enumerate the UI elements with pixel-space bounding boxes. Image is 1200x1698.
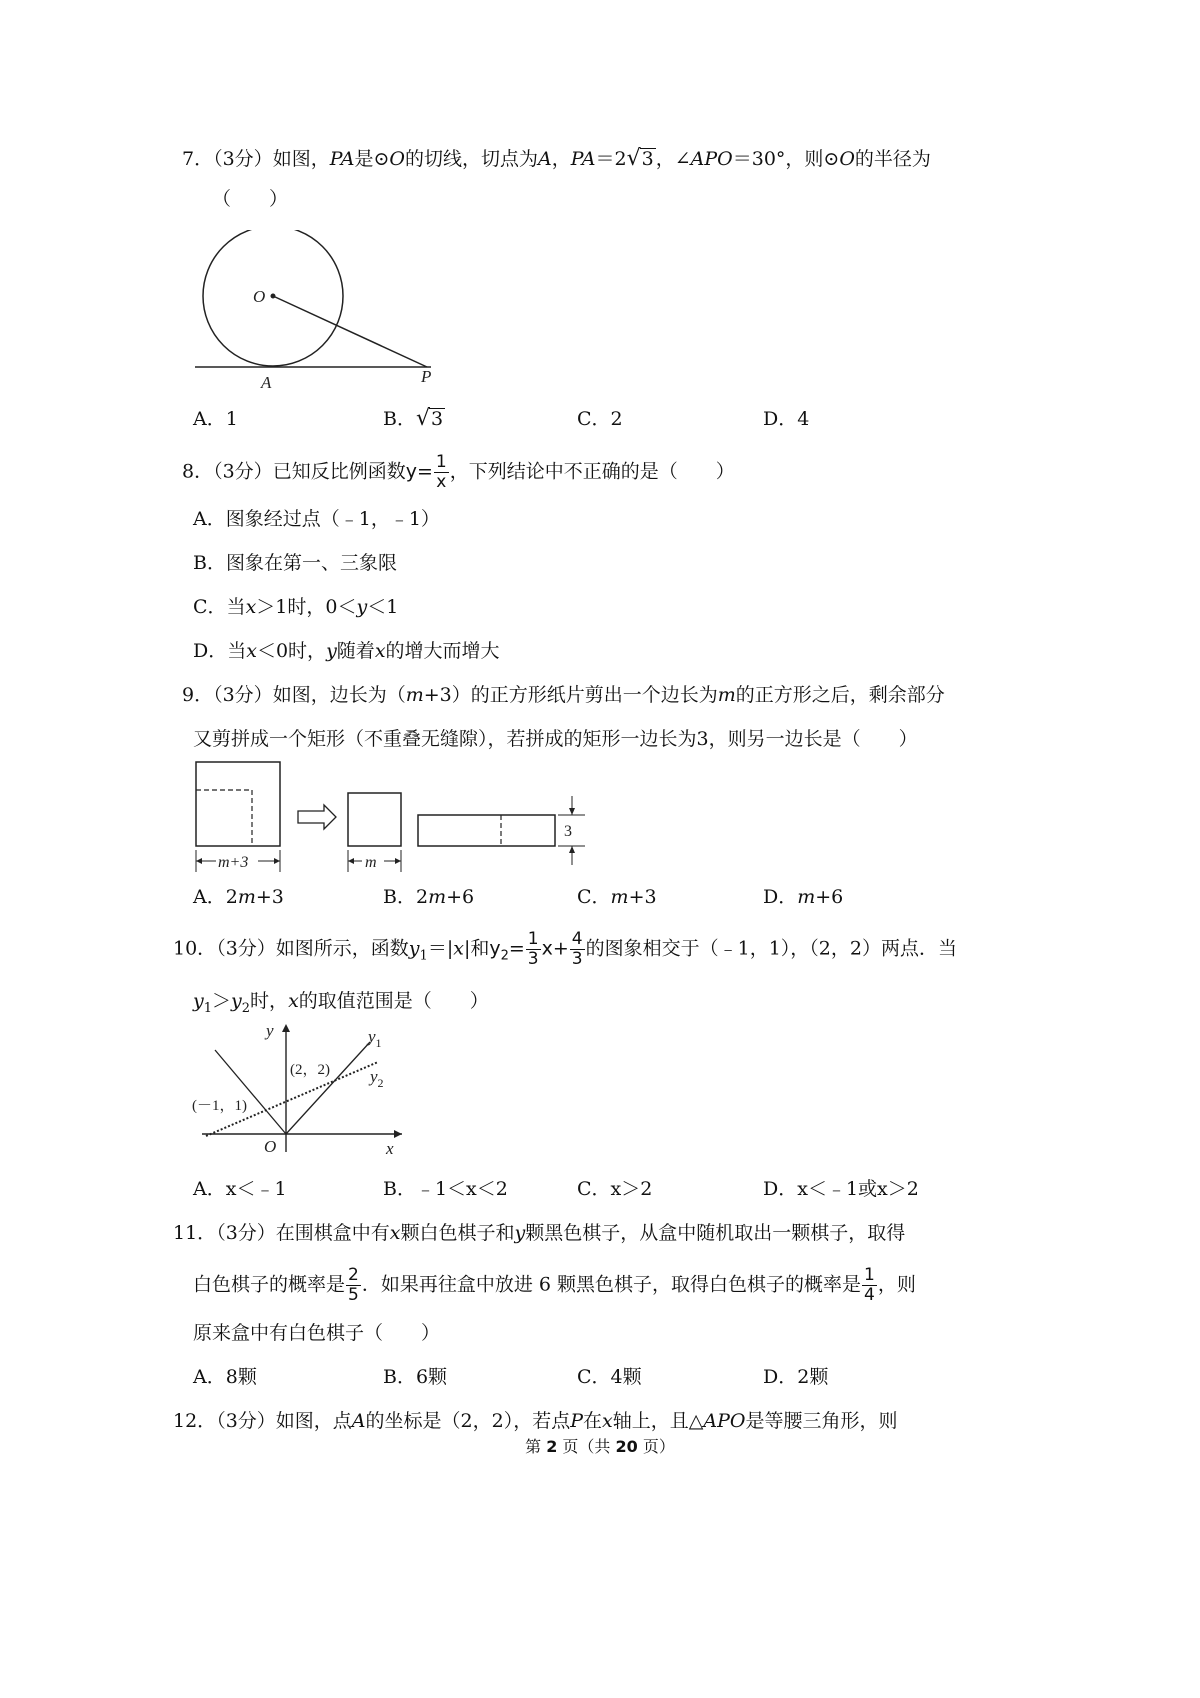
q7-option-c[interactable]: C．2 xyxy=(577,408,623,430)
q10-option-a[interactable]: A．x＜﹣1 xyxy=(193,1178,287,1200)
axis-label-x: x xyxy=(386,1139,394,1158)
label-m-plus-3: m+3 xyxy=(218,854,249,871)
x-axis-arrow xyxy=(394,1130,402,1138)
q10-line2: $y_1>y_2$时，x的取值范围是（ ） xyxy=(193,990,489,1016)
q11-option-b[interactable]: B．6颗 xyxy=(383,1366,448,1388)
label-p: P xyxy=(421,367,432,386)
label-o: O xyxy=(253,287,266,306)
point-label-2-2: (2，2) xyxy=(290,1062,330,1078)
fraction-4-3: $\frac{4}{3}$ xyxy=(571,929,583,969)
q9-option-a[interactable]: A．2m+3 xyxy=(193,886,284,908)
fraction-1-over-x: $\frac{1}{x}$ xyxy=(435,452,447,492)
q12-line1: 12．（3分）如图，点A的坐标是（2，2），若点P在x轴上，且△APO是等腰三角形，则 xyxy=(173,1410,898,1432)
line-y1-right xyxy=(286,1042,370,1134)
center-point xyxy=(271,294,276,299)
q10-option-d[interactable]: D．x＜﹣1或x＞2 xyxy=(763,1178,919,1200)
y-axis-arrow xyxy=(282,1024,290,1032)
q11-option-d[interactable]: D．2颗 xyxy=(763,1366,829,1388)
q9-option-c[interactable]: C．m+3 xyxy=(577,886,657,908)
big-square xyxy=(196,762,280,846)
q7-paren: （ ） xyxy=(212,188,289,210)
q8-option-c[interactable]: C．当x＞1时，0＜y＜1 xyxy=(193,596,399,618)
axis-label-y: y xyxy=(266,1021,274,1040)
sqrt-sign: √ xyxy=(415,406,430,431)
fraction-1-4: $\frac{1}{4}$ xyxy=(864,1265,875,1305)
q11-line1: 11．（3分）在围棋盒中有x颗白色棋子和y颗黑色棋子，从盒中随机取出一颗棋子，取得 xyxy=(173,1222,906,1244)
label-a: A xyxy=(261,373,272,392)
q7-option-d[interactable]: D．4 xyxy=(763,408,810,430)
q7-option-b[interactable]: B．√3 xyxy=(383,406,444,431)
fraction-2-5: $\frac{2}{5}$ xyxy=(348,1265,359,1305)
arrow-right-icon xyxy=(298,805,336,829)
series-label-y2: $y_2$ xyxy=(370,1067,384,1090)
label-3: 3 xyxy=(564,823,572,840)
q9-line1: 9．（3分）如图，边长为（m+3）的正方形纸片剪出一个边长为m的正方形之后，剩余部分 xyxy=(182,684,945,706)
small-square xyxy=(348,793,401,846)
q11-option-c[interactable]: C．4颗 xyxy=(577,1366,642,1388)
q9-figure xyxy=(190,760,590,882)
segment-op xyxy=(273,296,427,367)
cut-dashed-line xyxy=(196,790,252,846)
series-label-y1: $y_1$ xyxy=(368,1027,382,1050)
label-m: m xyxy=(365,854,377,871)
q7-figure xyxy=(195,230,455,398)
q8-option-b[interactable]: B．图象在第一、三象限 xyxy=(193,552,397,574)
q10-figure xyxy=(190,1018,410,1158)
q11-option-a[interactable]: A．8颗 xyxy=(193,1366,257,1388)
q9-option-d[interactable]: D．m+6 xyxy=(763,886,844,908)
q10-option-b[interactable]: B．﹣1＜x＜2 xyxy=(383,1178,508,1200)
q11-line2: 白色棋子的概率是 $\frac{2}{5}$ ．如果再往盒中放进 6 颗黑色棋子，取得白色棋子的概率是 $\frac{1}{4}$ ，则 xyxy=(193,1265,916,1305)
fraction-1-3: $\frac{1}{3}$ xyxy=(527,929,539,969)
rectangle xyxy=(418,815,555,846)
q10-option-c[interactable]: C．x＞2 xyxy=(577,1178,653,1200)
line-y1-left xyxy=(215,1050,286,1134)
q9-option-b[interactable]: B．2m+6 xyxy=(383,886,475,908)
q7-line1: 7．（3分）如图，PA是⊙O的切线，切点为A，PA＝2√3 ，∠APO＝30°，则⊙O的半径为 xyxy=(182,146,931,171)
origin-label: O xyxy=(264,1137,277,1156)
page-footer: 第 2 页（共 20 页） xyxy=(525,1437,675,1456)
q11-line3: 原来盒中有白色棋子（ ） xyxy=(193,1322,441,1344)
q8-option-d[interactable]: D．当x＜0时，y随着x的增大而增大 xyxy=(193,640,500,662)
q9-line2: 又剪拼成一个矩形（不重叠无缝隙），若拼成的矩形一边长为3，则另一边长是（ ） xyxy=(193,728,918,750)
sqrt-sign: √ xyxy=(626,146,641,171)
q8-option-a[interactable]: A．图象经过点（﹣1，﹣1） xyxy=(193,508,440,530)
q8-line1: 8．（3分）已知反比例函数y= $\frac{1}{x}$ ，下列结论中不正确的是（ ） xyxy=(182,452,735,492)
q7-option-a[interactable]: A．1 xyxy=(193,408,238,430)
q10-line1: 10．（3分）如图所示，函数$y_1=|x|$和$y_2=$ $\frac{1}{3}$ x+ $\frac{4}{3}$ 的图象相交于（﹣1，1），（2，2）两点．当 xyxy=(173,929,957,969)
point-label-neg1-1: (－1，1) xyxy=(192,1098,247,1114)
